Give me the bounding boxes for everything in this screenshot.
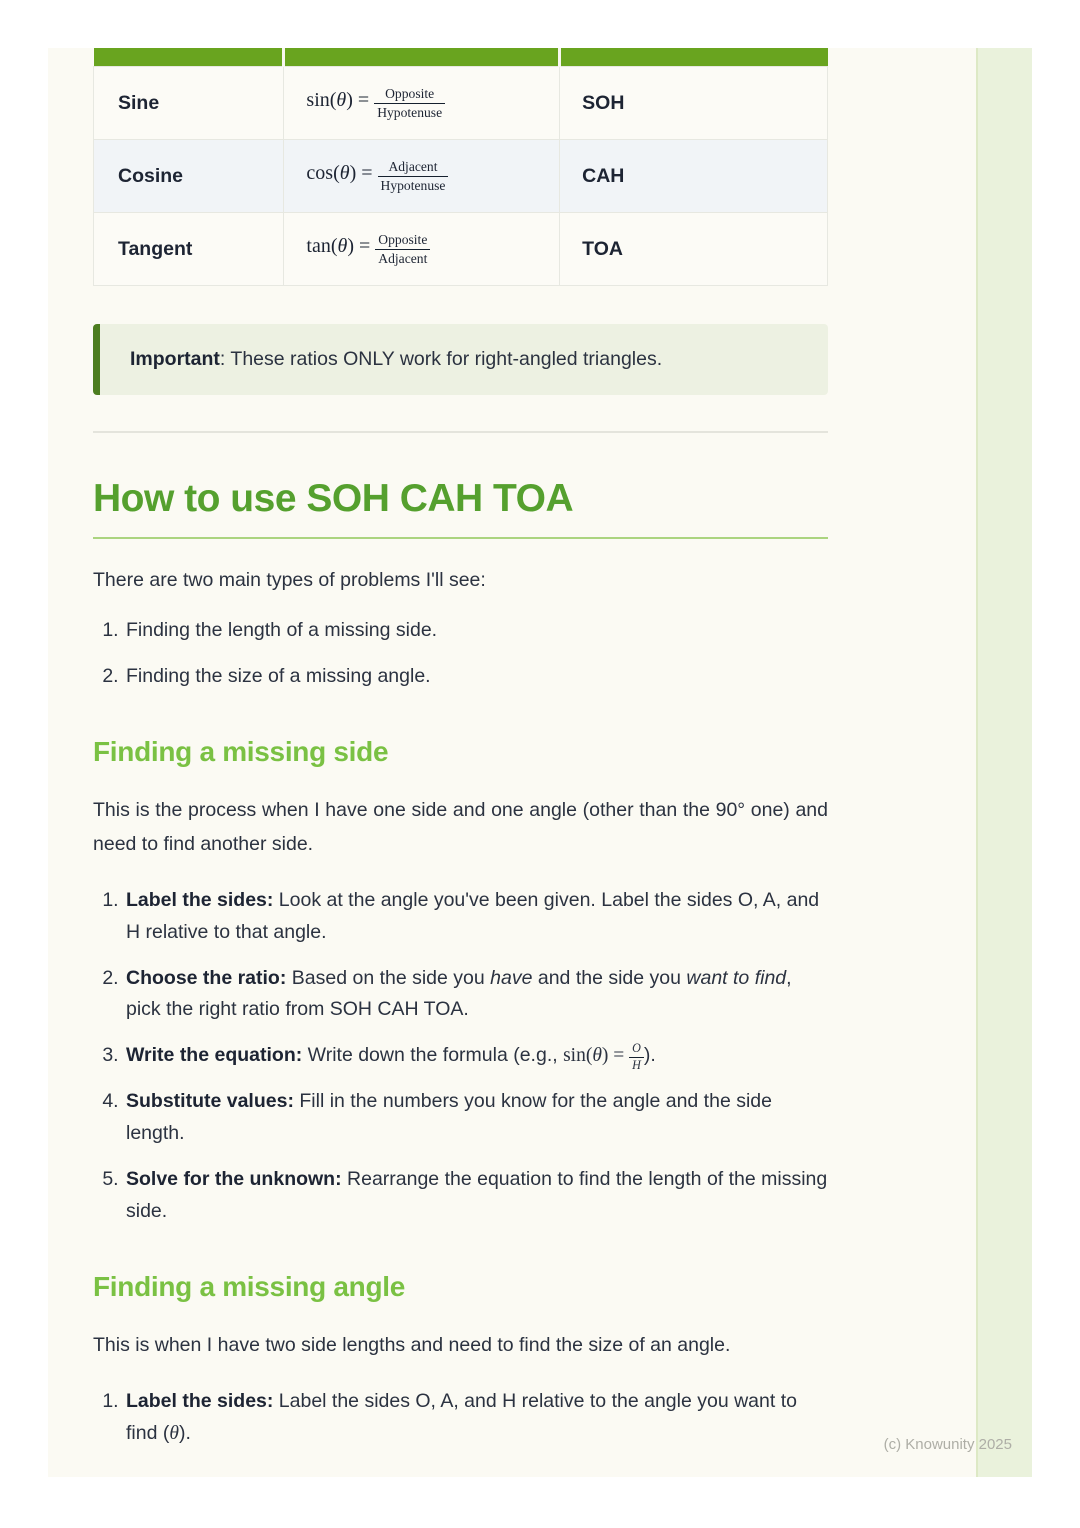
header-cell — [560, 48, 828, 67]
fraction: $\frac{\text{Opposite}}{\text{Hypotenuse}}$ — [374, 86, 445, 119]
copyright-watermark: (c) Knowunity 2025 — [883, 1436, 1012, 1453]
table-row — [94, 213, 828, 286]
list-item: 5. Solve for the unknown: Rearrange the equation to find the length of the missing side. — [124, 1164, 828, 1228]
ratio-mnemonic-cell: SOH — [560, 67, 828, 140]
ratio-mnemonic-cell: TOA — [560, 213, 828, 286]
list-item: 1. Label the sides: Label the sides O, A, and H relative to the angle you want to find (θ). — [124, 1386, 828, 1450]
header-cell — [284, 48, 560, 67]
angle-steps-list — [93, 1386, 828, 1450]
fraction: $\frac{\text{Adjacent}}{\text{Hypotenuse}}$ — [378, 159, 449, 192]
table-row — [94, 67, 828, 140]
ratio-table-body — [94, 67, 828, 286]
section-divider — [93, 431, 828, 433]
overview-list — [93, 615, 828, 693]
list-item: 1. Label the sides: Look at the angle you've been given. Label the sides O, A, and H relative to that angle. — [124, 885, 828, 949]
list-item: 2. Finding the size of a missing angle. — [124, 661, 828, 693]
side-steps-list — [93, 885, 828, 1229]
header-cell — [94, 48, 284, 67]
callout-text: : These ratios ONLY work for right-angled triangles. — [219, 348, 663, 370]
document-page — [48, 48, 1032, 1477]
angle-section-paragraph: This is when I have two side lengths and need to find the size of an angle. — [93, 1333, 731, 1356]
ratio-table-header — [94, 48, 828, 67]
page-content — [93, 48, 828, 1464]
important-callout — [93, 324, 828, 395]
list-item: 4. Substitute values: Fill in the numbers you know for the angle and the side length. — [124, 1086, 828, 1150]
fraction: $\frac{\text{Opposite}}{\text{Adjacent}}$ — [375, 232, 430, 265]
angle-section-heading: Finding a missing angle — [93, 1271, 406, 1303]
ratio-formula-cell: sin(θ) = $\frac{\text{Opposite}}{\text{Hypotenuse}}$ — [284, 67, 560, 140]
callout-label: Important — [130, 348, 220, 370]
side-section-heading: Finding a missing side — [93, 736, 389, 768]
table-row — [94, 140, 828, 213]
list-item: 2. Choose the ratio: Based on the side you have and the side you want to find, pick the right ratio from SOH CAH TOA. — [124, 963, 828, 1027]
ratio-name-cell: Cosine — [94, 140, 284, 213]
list-item: 3. Write the equation: Write down the formula (e.g., sin(θ) = $\frac{O}{H}$ ). — [124, 1040, 828, 1072]
ratio-formula-cell: cos(θ) = $\frac{\text{Adjacent}}{\text{Hypotenuse}}$ — [284, 140, 560, 213]
list-item: 1. Finding the length of a missing side. — [124, 615, 828, 647]
fraction: $\frac{O}{H}$ — [629, 1042, 644, 1072]
ratio-name-cell: Sine — [94, 67, 284, 140]
table-header-row — [94, 48, 828, 67]
ratio-name-cell: Tangent — [94, 213, 284, 286]
main-heading: How to use SOH CAH TOA — [93, 477, 828, 539]
ratio-table — [93, 48, 828, 286]
side-section-paragraph: This is the process when I have one side and one angle (other than the 90° one) and need to find another side. — [93, 798, 828, 855]
right-accent-strip — [976, 48, 1032, 1477]
intro-paragraph: There are two main types of problems I'll see: — [93, 569, 486, 592]
ratio-mnemonic-cell: CAH — [560, 140, 828, 213]
ratio-formula-cell: tan(θ) = $\frac{\text{Opposite}}{\text{Adjacent}}$ — [284, 213, 560, 286]
